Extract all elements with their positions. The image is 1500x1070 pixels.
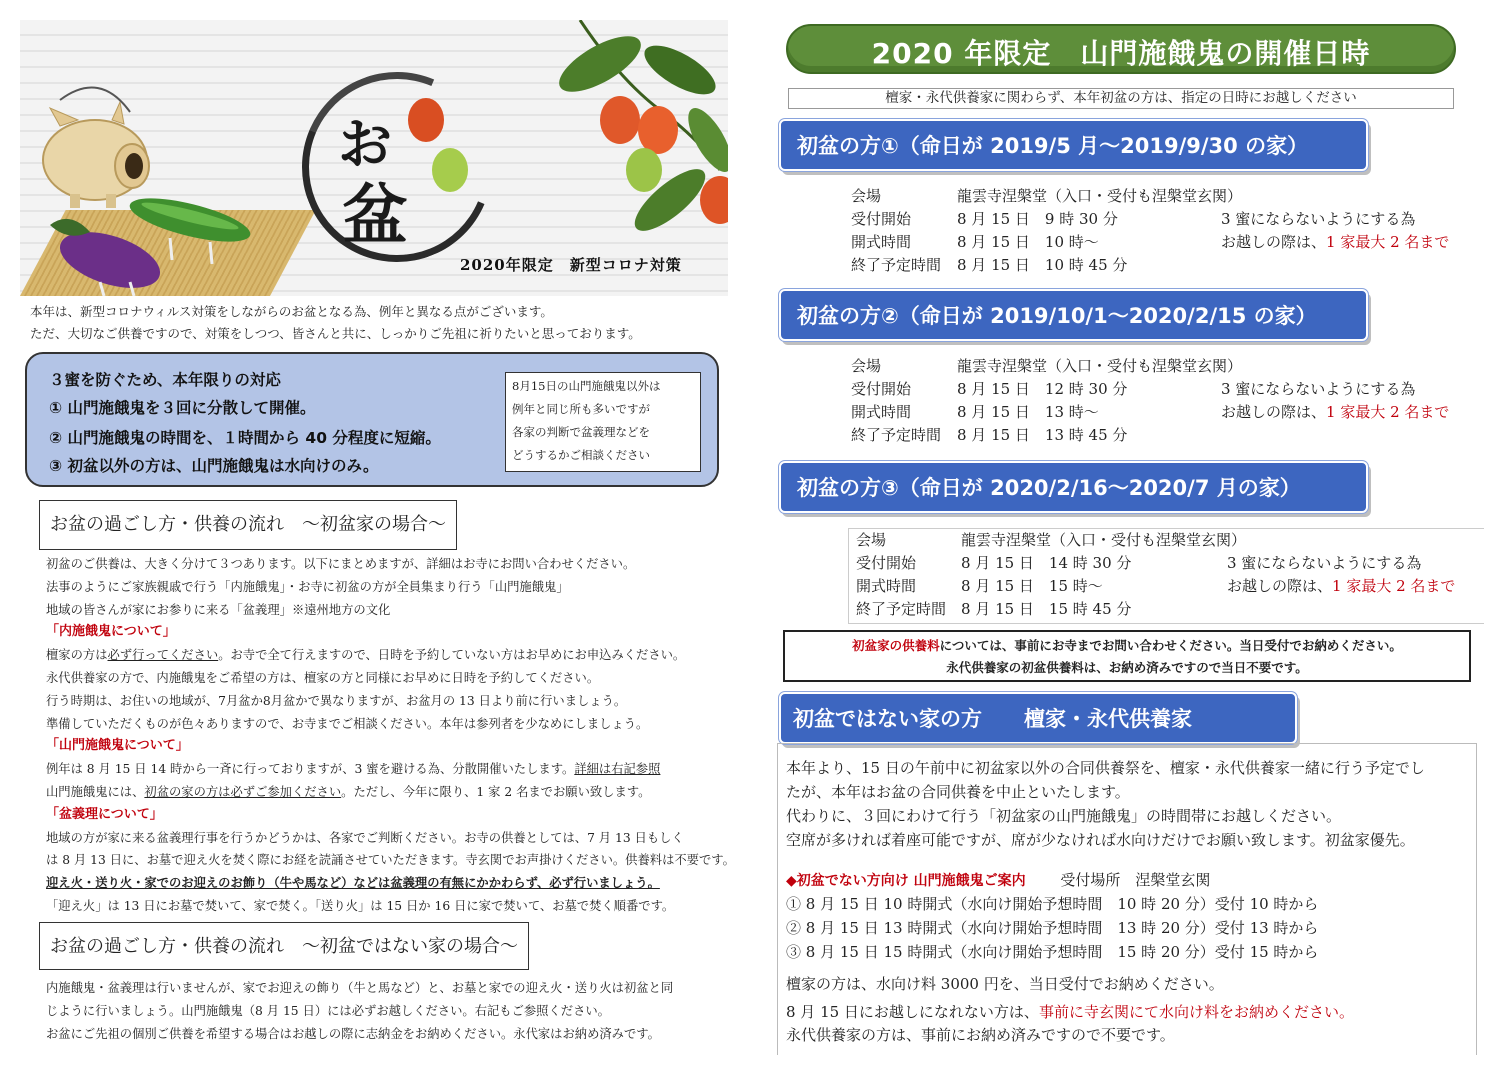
measures-item: ① 山門施餓鬼を３回に分散して開催。 xyxy=(49,399,316,417)
guide-item: ① 8 月 15 日 10 時開式（水向け開始予想時間 10 時 20 分）受付 10 時から xyxy=(786,895,1319,913)
fee-notice xyxy=(783,630,1471,682)
body-line: 準備していただくものが色々ありますので、お寺までご相談ください。本年は参列者を少なめにしましょう。 xyxy=(46,716,649,731)
note-line: 各家の判断で盆義理などを xyxy=(512,425,650,439)
bongiri-heading: 「盆義理について」 xyxy=(46,806,163,822)
session-heading-3: 初盆の方③（命日が 2020/2/16～2020/7 月の家） xyxy=(779,461,1368,513)
session-details-3: 会場 受付開始 開式時間 終了予定時間 龍雲寺涅槃堂（入口・受付も涅槃堂玄関） 8 月 15 日 14 時 30 分 8 月 15 日 15 時～ 8 月 15 日 15 時 45 分 3 蜜にならないようにする為 お越しの際は、1 家最大 2 名まで xyxy=(848,528,1484,624)
body-line: 初盆のご供養は、大きく分けて３つあります。以下にまとめますが、詳細はお寺にお問い合わせください。 xyxy=(46,557,636,571)
body-line: 代わりに、３回にわけて行う「初盆家の山門施餓鬼」の時間帯にお越しください。 xyxy=(786,807,1342,825)
body-line: 山門施餓鬼には、初盆の家の方は必ずご参加ください。ただし、今年に限り、1 家 2 名までお願い致します。 xyxy=(46,784,651,799)
guide-heading-row xyxy=(786,868,1210,893)
body-line: 法事のようにご家族親戚で行う「内施餓鬼」・お寺に初盆の方が全員集まり行う「山門施餓鬼」 xyxy=(46,579,569,594)
session-heading-1: 初盆の方①（命日が 2019/5 月～2019/9/30 の家） xyxy=(779,119,1368,171)
hero-caption: 2020年限定 新型コロナ対策 xyxy=(460,256,682,274)
body-line: 地域の方が家に来る盆義理行事を行うかどうかは、各家でご判断ください。お寺の供養としては、7 月 13 日もしく xyxy=(46,830,684,845)
guide-heading: ◆初盆でない方向け 山門施餓鬼ご案内 xyxy=(786,873,1026,889)
pig-mosquito-coil-icon xyxy=(43,88,149,209)
guide-item: ② 8 月 15 日 13 時開式（水向け開始予想時間 13 時 20 分）受付 13 時から xyxy=(786,919,1319,937)
header-illustration xyxy=(20,20,728,296)
body-line: 「迎え火」は 13 日にお墓で焚いて、家で焚く。「送り火」は 15 日か 16 日に家で焚いて、お墓で焚く順番です。 xyxy=(46,898,675,913)
mizumuke-fee-line: 檀家の方は、水向け料 3000 円を、当日受付でお納めください。 xyxy=(786,975,1224,993)
guide-list xyxy=(786,892,1318,964)
absent-line: 8 月 15 日にお越しになれない方は、事前に寺玄関にて水向け料をお納めください。 xyxy=(786,1003,1354,1021)
guide-item: ③ 8 月 15 日 15 時開式（水向け開始予想時間 15 時 20 分）受付 15 時から xyxy=(786,943,1319,961)
note-line: 例年と同じ所も多いですが xyxy=(512,402,650,416)
measures-note xyxy=(505,372,701,472)
body-line: 檀家の方は必ず行ってください。お寺で全て行えますので、日時を予約していない方はお早めにお申込みください。 xyxy=(46,648,686,663)
intro-line: 本年は、新型コロナウィルス対策をしながらのお盆となる為、例年と異なる点がございます。 xyxy=(30,304,553,319)
sub-title: 檀家・永代供養家に関わらず、本年初盆の方は、指定の日時にお越しください xyxy=(788,88,1454,109)
other-body xyxy=(46,977,736,1045)
non-hatsubon-body xyxy=(786,756,1476,852)
body-line: は 8 月 13 日に、お墓で迎え火を焚く際にお経を読誦させていただきます。寺玄関でお声掛けください。供養料は不要です。 xyxy=(46,853,735,868)
body-line: 永代供養家の方で、内施餓鬼をご希望の方は、檀家の方と同様にお早めに日時を予約してください。 xyxy=(46,670,600,685)
body-line: 例年は 8 月 15 日 14 時から一斉に行っておりますが、3 蜜を避ける為、分散開催いたします。詳細は右記参照 xyxy=(46,762,661,777)
note-line: 8月15日の山門施餓鬼以外は xyxy=(512,379,661,393)
hatsubon-body xyxy=(46,553,736,918)
measures-heading: ３蜜を防ぐため、本年限りの対応 xyxy=(49,371,281,389)
measures-item: ② 山門施餓鬼の時間を、１時間から 40 分程度に短縮。 xyxy=(49,429,441,447)
hero-title-o: お xyxy=(338,112,392,176)
sanmon-segaki-heading: 「山門施餓鬼について」 xyxy=(46,738,189,754)
measures-item: ③ 初盆以外の方は、山門施餓鬼は水向けのみ。 xyxy=(49,457,379,475)
fee-line-2: 永代供養家の初盆供養料は、お納め済みですので当日不要です。 xyxy=(946,660,1308,675)
non-hatsubon-heading: 初盆ではない家の方 檀家・永代供養家 xyxy=(779,692,1297,744)
body-line: お盆にご先祖の個別ご供養を希望する場合はお越しの際に志納金をお納めください。永代家はお納め済みです。 xyxy=(46,1026,660,1041)
intro-line: ただ、大切なご供養ですので、対策をしつつ、皆さんと共に、しっかりご先祖に祈りたいと思っております。 xyxy=(30,326,641,341)
body-line: 地域の皆さんが家にお参りに来る「盆義理」※遠州地方の文化 xyxy=(46,602,391,617)
eitai-line: 永代供養家の方は、事前にお納め済みですので不要です。 xyxy=(786,1026,1175,1044)
body-line-emphasis: 迎え火・送り火・家でのお迎えのお飾り（牛や馬など）などは盆義理の有無にかかわらず、必ず行いましょう。 xyxy=(46,875,660,891)
session-heading-2: 初盆の方②（命日が 2019/10/1～2020/2/15 の家） xyxy=(779,289,1368,341)
main-title-banner xyxy=(786,24,1456,74)
fee-line-1: 初盆家の供養料については、事前にお寺までお問い合わせください。当日受付でお納めください。 xyxy=(852,638,1402,653)
body-line: たが、本年はお盆の合同供養を中止といたします。 xyxy=(786,783,1130,801)
uchi-segaki-heading: 「内施餓鬼について」 xyxy=(46,624,176,640)
section-title-other: お盆の過ごし方・供養の流れ ～初盆ではない家の場合～ xyxy=(39,922,529,970)
note-line: どうするかご相談ください xyxy=(512,448,650,462)
body-line: 空席が多ければ着座可能ですが、席が少なければ水向けだけでお願い致します。初盆家優先。 xyxy=(786,831,1415,849)
section-title-hatsubon: お盆の過ごし方・供養の流れ ～初盆家の場合～ xyxy=(39,500,457,550)
body-line: じように行いましょう。山門施餓鬼（8 月 15 日）には必ずお越しください。右記もご参照ください。 xyxy=(46,1003,610,1018)
eggplant-icon xyxy=(50,219,167,296)
body-line: 本年より、15 日の午前中に初盆家以外の合同供養祭を、檀家・永代供養家一緒に行う予定でし xyxy=(786,759,1425,777)
guide-place: 受付場所 涅槃堂玄関 xyxy=(1060,871,1211,889)
hero-title-bon: 盆 xyxy=(342,176,408,254)
main-title: 2020 年限定 山門施餓鬼の開催日時 xyxy=(871,37,1371,70)
body-line: 行う時期は、お住いの地域が、7月盆か8月盆かで異なりますが、お盆月の 13 日より前に行いましょう。 xyxy=(46,693,627,708)
intro-text xyxy=(30,301,730,345)
body-line: 内施餓鬼・盆義理は行いませんが、家でお迎えの飾り（牛と馬など）と、お墓と家での迎え火・送り火は初盆と同 xyxy=(46,981,674,995)
